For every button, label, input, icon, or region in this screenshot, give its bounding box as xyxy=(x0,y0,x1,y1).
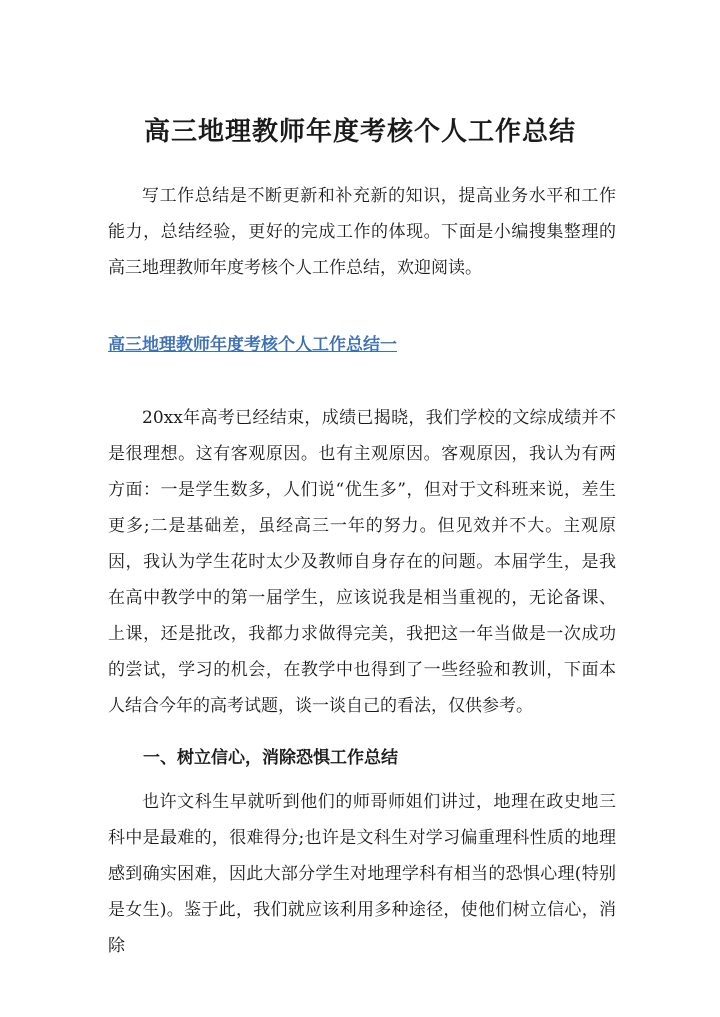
body-paragraph-1: 20xx年高考已经结束，成绩已揭晓，我们学校的文综成绩并不是很理想。这有客观原因。也有主观原因。客观原因，我认为有两方面：一是学生数多，人们说“优生多”，但对于文科班来说，差生更多;二是基础差，虽经高三一年的努力。但见效并不大。主观原因，我认为学生花时太少及教师自身存在的问题。本届学生，是我在高中教学中的第一届学生，应该说我是相当重视的，无论备课、上课，还是批改，我都力求做得完美，我把这一年当做是一次成功的尝试，学习的机会，在教学中也得到了一些经验和教训，下面本人结合今年的高考试题，谈一谈自己的看法，仅供参考。 xyxy=(108,408,616,716)
subheading-1: 一、树立信心，消除恐惧工作总结 xyxy=(143,748,398,768)
document-title: 高三地理教师年度考核个人工作总结 xyxy=(143,117,576,147)
body-paragraph-2: 也许文科生早就听到他们的师哥师姐们讲过，地理在政史地三科中是最难的，很难得分;也许是文科生对学习偏重理科性质的地理感到确实困难，因此大部分学生对地理学科有相当的恐惧心理(特别是女生)。鉴于此，我们就应该利用多种途径，使他们树立信心，消除 xyxy=(108,792,616,956)
intro-paragraph: 写工作总结是不断更新和补充新的知识，提高业务水平和工作能力，总结经验，更好的完成工作的体现。下面是小编搜集整理的高三地理教师年度考核个人工作总结，欢迎阅读。 xyxy=(108,186,616,278)
section-heading-link[interactable]: 高三地理教师年度考核个人工作总结一 xyxy=(108,335,397,355)
